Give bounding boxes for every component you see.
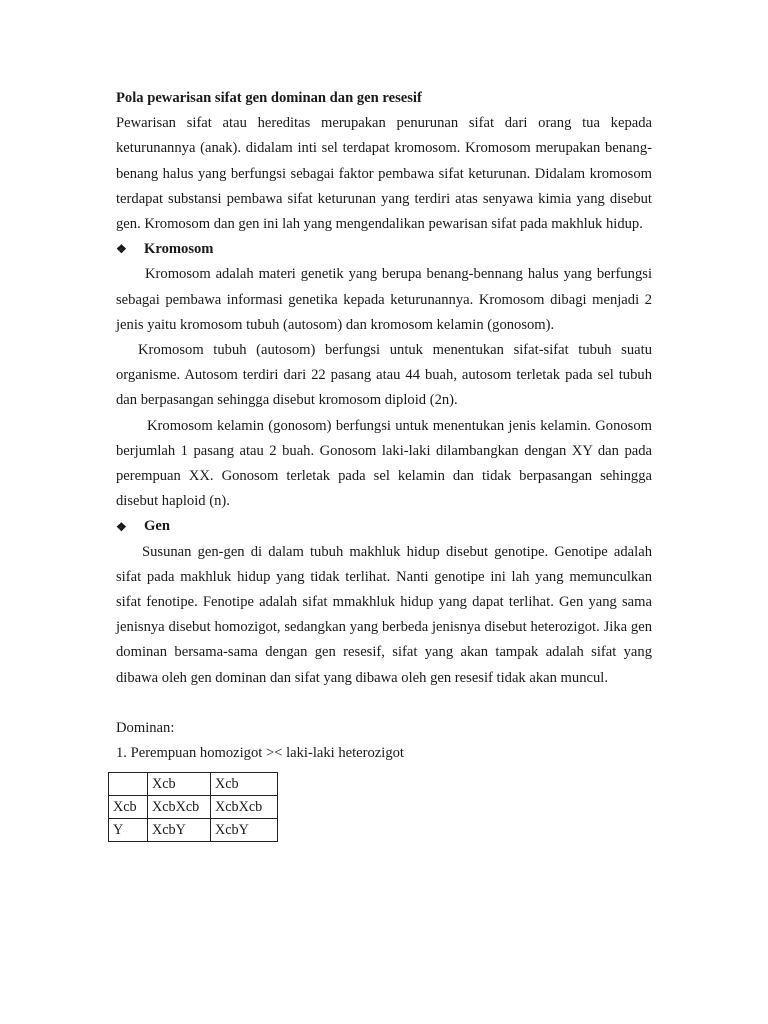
table-cell: Xcb [148, 773, 211, 796]
table-cell: XcbY [211, 819, 278, 842]
table-cell: Xcb [109, 796, 148, 819]
intro-paragraph: Pewarisan sifat atau hereditas merupakan penurunan sifat dari orang tua kepada keturunannya (anak). didalam inti sel terdapat kromosom. Kromosom merupakan benang-benang halus yang berfungsi sebagai faktor pembawa sifat keturunan. Didalam kromosom terdapat substansi pembawa sifat keturunan yang terdiri atas senyawa kimia yang disebut gen. Kromosom dan gen ini lah yang mengendalikan pewarisan sifat pada makhluk hidup. [116, 115, 652, 233]
document-title: Pola pewarisan sifat gen dominan dan gen resesif [116, 90, 422, 106]
table-cell: XcbY [148, 819, 211, 842]
kromosom-paragraph-2: Kromosom tubuh (autosom) berfungsi untuk menentukan sifat-sifat tubuh suatu organisme. Autosom terdiri dari 22 pasang atau 44 buah, autosom terletak pada sel tubuh dan berpasangan sehingga disebut kromosom diploid (2n). [116, 342, 652, 409]
punnett-table [108, 772, 278, 842]
section-heading-gen-text: Gen [144, 518, 170, 535]
list-item-1: 1. Perempuan homozigot >< laki-laki heterozigot [116, 745, 404, 762]
section-heading-kromosom-text: Kromosom [144, 241, 214, 258]
open-diamond-bullet-icon: ❖ [116, 519, 127, 534]
table-cell: XcbXcb [148, 796, 211, 819]
kromosom-paragraph-3: Kromosom kelamin (gonosom) berfungsi untuk menentukan jenis kelamin. Gonosom berjumlah 1 pasang atau 2 buah. Gonosom laki-laki dilambangkan dengan XY dan pada perempuan XX. Gonosom terletak pada sel kelamin dan tidak berpasangan sehingga disebut haploid (n). [116, 417, 652, 510]
dominan-label: Dominan: [116, 719, 175, 736]
section-heading-gen [116, 514, 652, 539]
table-cell: XcbXcb [211, 796, 278, 819]
table-row [109, 796, 278, 819]
gen-paragraph-1: Susunan gen-gen di dalam tubuh makhluk hidup disebut genotipe. Genotipe adalah sifat pada makhluk hidup yang tidak terlihat. Nanti genotipe ini lah yang memunculkan sifat fenotipe. Fenotipe adalah sifat mmakhluk hidup yang dapat terlihat. Gen yang sama jenisnya disebut homozigot, sedangkan yang berbeda jenisnya disebut heterozigot. Jika gen dominan bersama-sama dengan gen resesif, sifat yang akan tampak adalah sifat yang dibawa oleh gen dominan dan sifat yang dibawa oleh gen resesif tidak akan muncul. [116, 543, 652, 686]
kromosom-paragraph-1: Kromosom adalah materi genetik yang berupa benang-bennang halus yang berfungsi sebagai pembawa informasi genetika kepada keturunannya. Kromosom dibagi menjadi 2 jenis yaitu kromosom tubuh (autosom) dan kromosom kelamin (gonosom). [116, 266, 652, 333]
blank-line [116, 691, 652, 716]
document-page [113, 86, 652, 842]
table-cell: Y [109, 819, 148, 842]
table-row [109, 773, 278, 796]
table-row [109, 819, 278, 842]
section-heading-kromosom [116, 237, 652, 262]
table-cell: Xcb [211, 773, 278, 796]
table-cell [109, 773, 148, 796]
diamond-bullet-icon: ❖ [116, 242, 127, 257]
